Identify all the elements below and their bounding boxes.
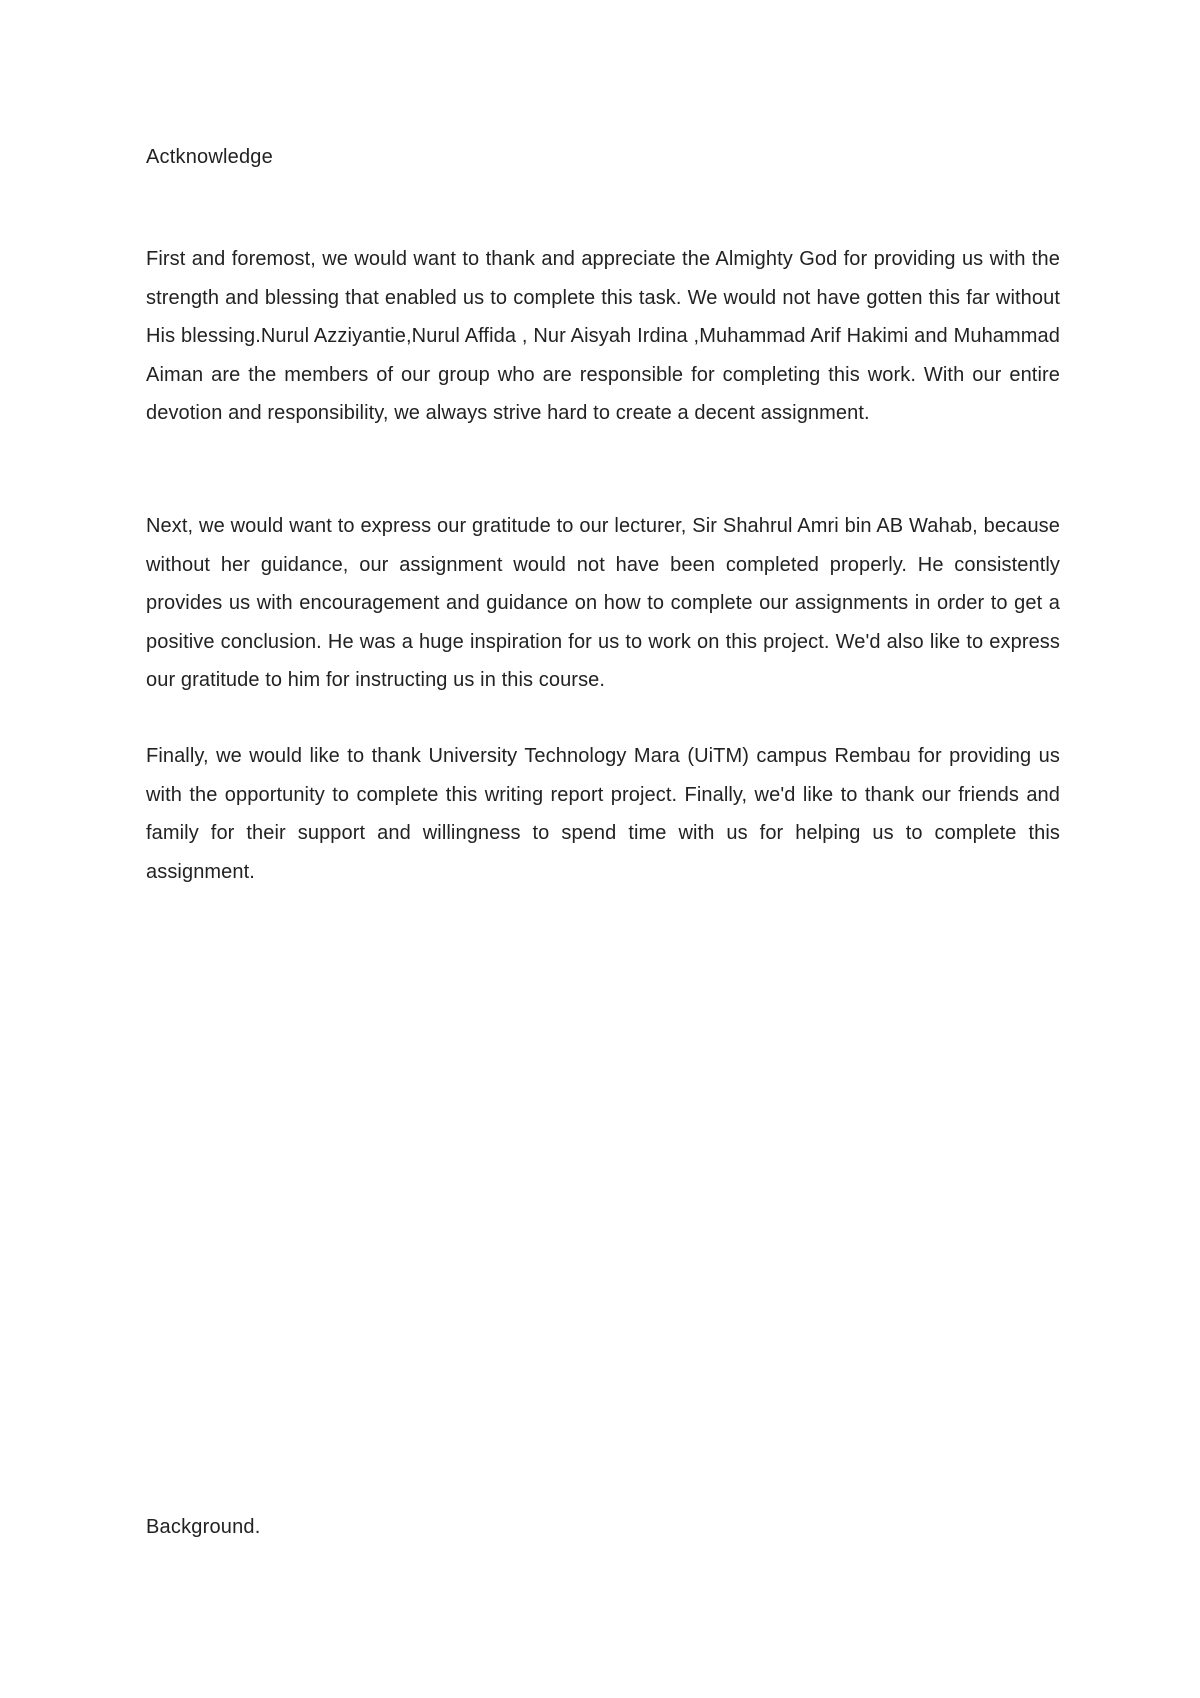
section-heading-background: Background. [146, 1516, 261, 1538]
paragraph-thanks-lecturer: Next, we would want to express our gratitude to our lecturer, Sir Shahrul Amri bin AB Wahab, because without her guidance, our assignment would not have been completed properly. He consistently provides us with encouragement and guidance on how to complete our assignments in order to get a positive conclusion. He was a huge inspiration for us to work on this project. We'd also like to express our gratitude to him for instructing us in this course. [146, 515, 1060, 691]
page-title: Actknowledge [146, 146, 273, 168]
paragraph-thanks-university: Finally, we would like to thank University Technology Mara (UiTM) campus Rembau for providing us with the opportunity to complete this writing report project. Finally, we'd like to thank our friends and family for their support and willingness to spend time with us for helping us to complete this assignment. [146, 745, 1060, 883]
paragraph-thanks-god: First and foremost, we would want to thank and appreciate the Almighty God for providing us with the strength and blessing that enabled us to complete this task. We would not have gotten this far without His blessing.Nurul Azziyantie,Nurul Affida , Nur Aisyah Irdina ,Muhammad Arif Hakimi and Muhammad Aiman are the members of our group who are responsible for completing this work. With our entire devotion and responsibility, we always strive hard to create a decent assignment. [146, 248, 1060, 424]
